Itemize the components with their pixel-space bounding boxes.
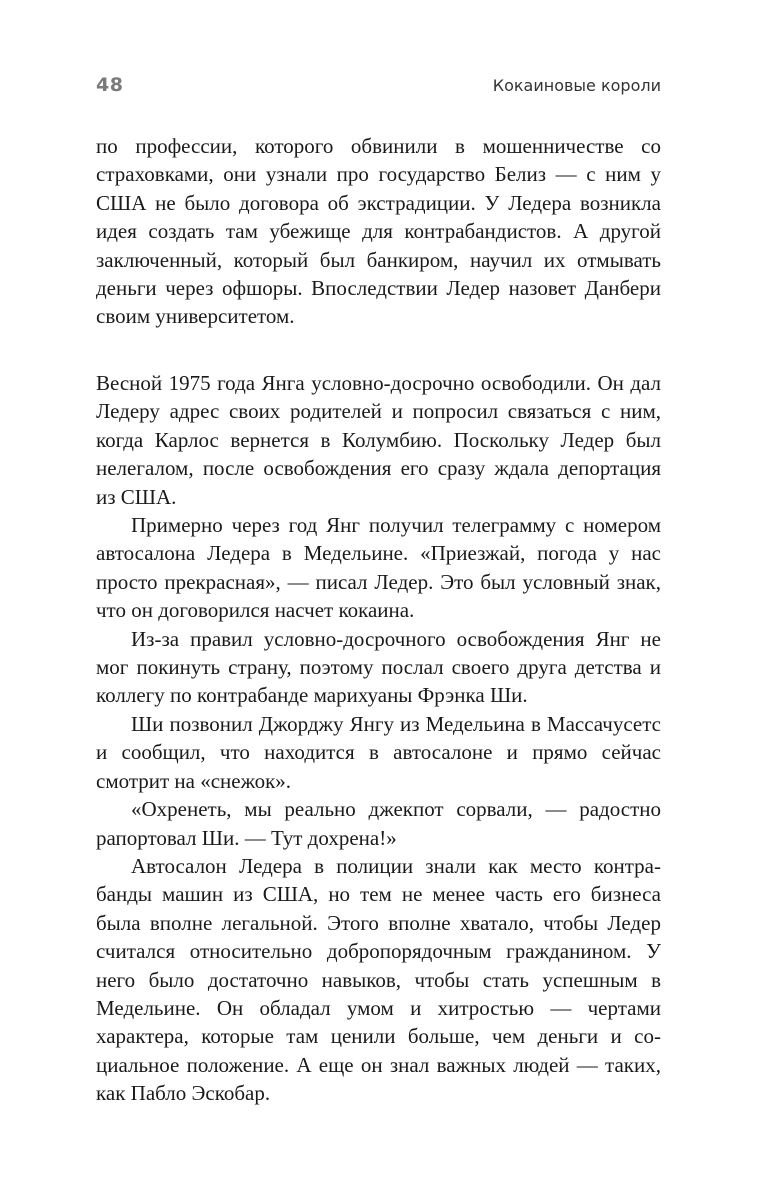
paragraph: Весной 1975 года Янга условно-досрочно освободили. Он дал Ледеру адрес своих родителей и попросил связаться с ним, когда Карлос вернется в Колумбию. Поскольку Ледер был нелегалом, после освобождения его сразу ждала депортация из США.: [96, 371, 661, 509]
paragraph: Из-за правил условно-досрочного освобождения Янг не мог покинуть страну, поэтому послал своего друга детства и коллегу по контрабанде марихуаны Фрэнка Ши.: [96, 626, 661, 708]
text-section-continuation: [96, 132, 661, 331]
paragraph: «Охренеть, мы реально джекпот сорвали, — радостно рапортовал Ши. — Тут дохрена!»: [96, 797, 661, 850]
paragraph: Ши позвонил Джорджу Янгу из Медельина в Массачусетс и сообщил, что находится в автосалоне и прямо сейчас смотрит на «снежок».: [96, 711, 661, 793]
running-title: Кокаиновые короли: [492, 76, 661, 95]
page-number: 48: [96, 74, 124, 96]
paragraph: Автосалон Ледера в полиции знали как место контрабанды машин из США, но тем не менее часть его бизнеса была вполне легальной. Этого вполне хватало, чтобы Ледер считался относительно добропорядочным гражданином. У него было достаточно навыков, чтобы стать успешным в Медельине. Он обладал умом и хитростью — чертами характера, которые там ценили больше, чем деньги и социальное положение. А еще он знал важных людей — таких, как Пабло Эскобар.: [96, 853, 661, 1106]
text-section-main: [96, 369, 661, 1108]
paragraph: по профессии, которого обвинили в мошенничестве со страховками, они узнали про государство Белиз — с ним у США не было договора об экстрадиции. У Ледера возникла идея создать там убежище для контрабандистов. А другой заключенный, который был банкиром, научил их отмывать деньги через офшоры. Впоследствии Ледер назовет Данбери своим университетом.: [96, 134, 661, 329]
paragraph: Примерно через год Янг получил телеграмму с номером автосалона Ледера в Медельине. «Приезжай, погода у нас просто прекрасная», — писал Ледер. Это был условный знак, что он договорился насчет кокаина.: [96, 513, 661, 623]
